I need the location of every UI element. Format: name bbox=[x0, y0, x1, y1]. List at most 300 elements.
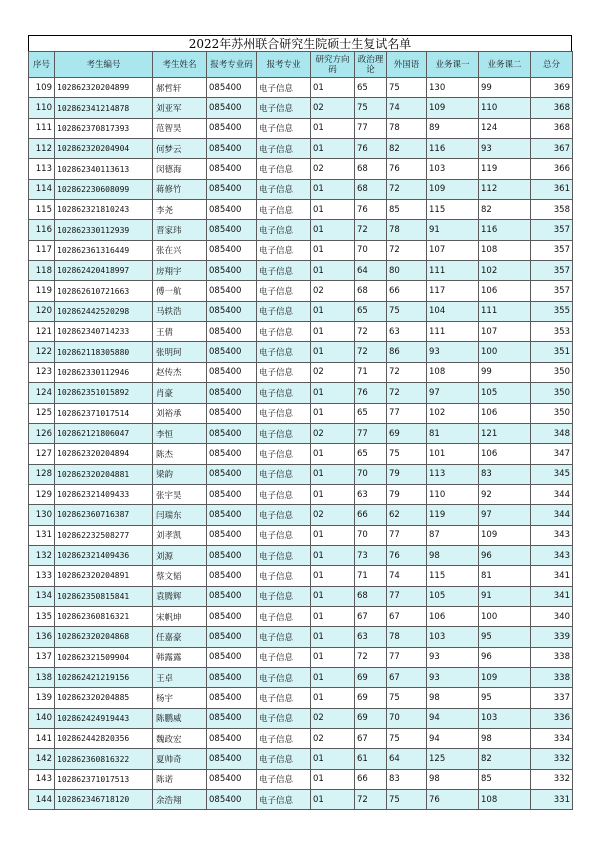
cell-major-code: 085400 bbox=[207, 464, 257, 484]
cell-course-two: 108 bbox=[479, 240, 531, 260]
cell-exam-id: 102862442820356 bbox=[55, 729, 153, 749]
cell-course-one: 110 bbox=[427, 484, 479, 504]
cell-course-one: 93 bbox=[427, 647, 479, 667]
cell-seq: 140 bbox=[29, 708, 55, 728]
cell-exam-id: 102862360716387 bbox=[55, 505, 153, 525]
cell-seq: 141 bbox=[29, 729, 55, 749]
cell-major-code: 085400 bbox=[207, 240, 257, 260]
cell-total: 357 bbox=[531, 281, 573, 301]
cell-major: 电子信息 bbox=[257, 688, 311, 708]
cell-foreign-language: 77 bbox=[387, 525, 427, 545]
cell-course-two: 110 bbox=[479, 98, 531, 118]
cell-major-code: 085400 bbox=[207, 423, 257, 443]
table-row bbox=[29, 322, 573, 342]
cell-total: 343 bbox=[531, 545, 573, 565]
cell-politics: 69 bbox=[355, 708, 387, 728]
cell-foreign-language: 82 bbox=[387, 139, 427, 159]
cell-major-code: 085400 bbox=[207, 586, 257, 606]
cell-politics: 65 bbox=[355, 403, 387, 423]
cell-seq: 133 bbox=[29, 566, 55, 586]
cell-course-one: 98 bbox=[427, 688, 479, 708]
cell-course-one: 109 bbox=[427, 179, 479, 199]
cell-direction-code: 01 bbox=[311, 200, 355, 220]
cell-direction-code: 01 bbox=[311, 261, 355, 281]
cell-foreign-language: 67 bbox=[387, 667, 427, 687]
cell-seq: 113 bbox=[29, 159, 55, 179]
cell-course-one: 125 bbox=[427, 749, 479, 769]
cell-foreign-language: 75 bbox=[387, 301, 427, 321]
cell-foreign-language: 85 bbox=[387, 200, 427, 220]
cell-exam-id: 102862351015892 bbox=[55, 383, 153, 403]
cell-politics: 71 bbox=[355, 566, 387, 586]
cell-foreign-language: 74 bbox=[387, 98, 427, 118]
cell-seq: 110 bbox=[29, 98, 55, 118]
cell-name: 杨宇 bbox=[153, 688, 207, 708]
cell-course-two: 119 bbox=[479, 159, 531, 179]
cell-major-code: 085400 bbox=[207, 179, 257, 199]
cell-foreign-language: 75 bbox=[387, 78, 427, 98]
cell-name: 李尧 bbox=[153, 200, 207, 220]
cell-total: 334 bbox=[531, 729, 573, 749]
table-row bbox=[29, 342, 573, 362]
cell-seq: 112 bbox=[29, 139, 55, 159]
cell-major-code: 085400 bbox=[207, 525, 257, 545]
cell-politics: 69 bbox=[355, 667, 387, 687]
cell-seq: 127 bbox=[29, 444, 55, 464]
cell-course-two: 81 bbox=[479, 566, 531, 586]
cell-foreign-language: 77 bbox=[387, 403, 427, 423]
table-row bbox=[29, 667, 573, 687]
cell-foreign-language: 75 bbox=[387, 729, 427, 749]
cell-total: 355 bbox=[531, 301, 573, 321]
cell-exam-id: 102862320204904 bbox=[55, 139, 153, 159]
cell-foreign-language: 64 bbox=[387, 749, 427, 769]
cell-total: 344 bbox=[531, 505, 573, 525]
header-direction-code: 研究方向码 bbox=[311, 52, 355, 78]
cell-foreign-language: 62 bbox=[387, 505, 427, 525]
cell-course-two: 106 bbox=[479, 403, 531, 423]
cell-seq: 111 bbox=[29, 118, 55, 138]
cell-politics: 72 bbox=[355, 790, 387, 810]
cell-seq: 131 bbox=[29, 525, 55, 545]
cell-total: 343 bbox=[531, 525, 573, 545]
cell-total: 347 bbox=[531, 444, 573, 464]
cell-name: 蔡文韬 bbox=[153, 566, 207, 586]
cell-foreign-language: 77 bbox=[387, 586, 427, 606]
cell-course-one: 111 bbox=[427, 322, 479, 342]
cell-total: 332 bbox=[531, 769, 573, 789]
cell-politics: 77 bbox=[355, 423, 387, 443]
cell-seq: 125 bbox=[29, 403, 55, 423]
cell-name: 蒋修竹 bbox=[153, 179, 207, 199]
cell-major: 电子信息 bbox=[257, 98, 311, 118]
cell-exam-id: 102862118305880 bbox=[55, 342, 153, 362]
cell-total: 338 bbox=[531, 647, 573, 667]
cell-course-one: 116 bbox=[427, 139, 479, 159]
cell-foreign-language: 78 bbox=[387, 118, 427, 138]
cell-seq: 116 bbox=[29, 220, 55, 240]
cell-major-code: 085400 bbox=[207, 200, 257, 220]
cell-exam-id: 102862371017514 bbox=[55, 403, 153, 423]
cell-politics: 63 bbox=[355, 627, 387, 647]
cell-course-two: 99 bbox=[479, 362, 531, 382]
cell-seq: 137 bbox=[29, 647, 55, 667]
cell-seq: 134 bbox=[29, 586, 55, 606]
cell-major: 电子信息 bbox=[257, 525, 311, 545]
cell-seq: 115 bbox=[29, 200, 55, 220]
cell-course-one: 101 bbox=[427, 444, 479, 464]
cell-major: 电子信息 bbox=[257, 505, 311, 525]
cell-course-one: 98 bbox=[427, 769, 479, 789]
table-row bbox=[29, 464, 573, 484]
cell-seq: 130 bbox=[29, 505, 55, 525]
cell-seq: 128 bbox=[29, 464, 55, 484]
cell-major: 电子信息 bbox=[257, 362, 311, 382]
cell-seq: 139 bbox=[29, 688, 55, 708]
cell-direction-code: 01 bbox=[311, 322, 355, 342]
cell-total: 350 bbox=[531, 383, 573, 403]
cell-politics: 76 bbox=[355, 383, 387, 403]
cell-exam-id: 102862360816321 bbox=[55, 606, 153, 626]
cell-name: 夏帅奇 bbox=[153, 749, 207, 769]
cell-politics: 68 bbox=[355, 586, 387, 606]
table-row bbox=[29, 525, 573, 545]
cell-politics: 70 bbox=[355, 525, 387, 545]
cell-name: 何梦云 bbox=[153, 139, 207, 159]
cell-name: 韩露露 bbox=[153, 647, 207, 667]
cell-major: 电子信息 bbox=[257, 322, 311, 342]
cell-direction-code: 01 bbox=[311, 220, 355, 240]
cell-course-two: 95 bbox=[479, 627, 531, 647]
header-major-code: 报考专业码 bbox=[207, 52, 257, 78]
cell-name: 刘源 bbox=[153, 545, 207, 565]
cell-seq: 135 bbox=[29, 606, 55, 626]
cell-major-code: 085400 bbox=[207, 606, 257, 626]
cell-politics: 65 bbox=[355, 444, 387, 464]
cell-major: 电子信息 bbox=[257, 139, 311, 159]
cell-seq: 132 bbox=[29, 545, 55, 565]
table-row bbox=[29, 139, 573, 159]
cell-foreign-language: 76 bbox=[387, 159, 427, 179]
cell-seq: 144 bbox=[29, 790, 55, 810]
cell-course-two: 106 bbox=[479, 281, 531, 301]
cell-name: 刘裕承 bbox=[153, 403, 207, 423]
cell-major-code: 085400 bbox=[207, 627, 257, 647]
cell-major: 电子信息 bbox=[257, 403, 311, 423]
cell-major-code: 085400 bbox=[207, 484, 257, 504]
cell-foreign-language: 78 bbox=[387, 220, 427, 240]
cell-name: 魏政宏 bbox=[153, 729, 207, 749]
cell-name: 王倩 bbox=[153, 322, 207, 342]
cell-total: 367 bbox=[531, 139, 573, 159]
cell-name: 余浩翔 bbox=[153, 790, 207, 810]
cell-exam-id: 102862371017513 bbox=[55, 769, 153, 789]
cell-major: 电子信息 bbox=[257, 545, 311, 565]
cell-major: 电子信息 bbox=[257, 464, 311, 484]
cell-direction-code: 01 bbox=[311, 627, 355, 647]
cell-major: 电子信息 bbox=[257, 301, 311, 321]
table-row bbox=[29, 383, 573, 403]
cell-seq: 142 bbox=[29, 749, 55, 769]
table-row bbox=[29, 545, 573, 565]
table-row bbox=[29, 749, 573, 769]
cell-major-code: 085400 bbox=[207, 667, 257, 687]
cell-course-two: 124 bbox=[479, 118, 531, 138]
cell-name: 傅一航 bbox=[153, 281, 207, 301]
cell-major-code: 085400 bbox=[207, 220, 257, 240]
cell-major-code: 085400 bbox=[207, 383, 257, 403]
cell-total: 351 bbox=[531, 342, 573, 362]
cell-major-code: 085400 bbox=[207, 444, 257, 464]
cell-exam-id: 102862320204891 bbox=[55, 566, 153, 586]
cell-direction-code: 02 bbox=[311, 423, 355, 443]
cell-exam-id: 102862321810243 bbox=[55, 200, 153, 220]
table-row bbox=[29, 423, 573, 443]
table-row bbox=[29, 566, 573, 586]
cell-name: 李恒 bbox=[153, 423, 207, 443]
cell-exam-id: 102862321409433 bbox=[55, 484, 153, 504]
cell-course-two: 97 bbox=[479, 505, 531, 525]
cell-exam-id: 102862230608099 bbox=[55, 179, 153, 199]
cell-total: 369 bbox=[531, 78, 573, 98]
table-row bbox=[29, 647, 573, 667]
header-exam-id: 考生编号 bbox=[55, 52, 153, 78]
cell-politics: 64 bbox=[355, 261, 387, 281]
cell-course-one: 111 bbox=[427, 261, 479, 281]
cell-course-two: 103 bbox=[479, 708, 531, 728]
cell-name: 张宇昊 bbox=[153, 484, 207, 504]
cell-seq: 120 bbox=[29, 301, 55, 321]
cell-major-code: 085400 bbox=[207, 301, 257, 321]
cell-direction-code: 01 bbox=[311, 464, 355, 484]
cell-politics: 68 bbox=[355, 159, 387, 179]
cell-course-one: 107 bbox=[427, 240, 479, 260]
cell-politics: 69 bbox=[355, 688, 387, 708]
cell-name: 闵德海 bbox=[153, 159, 207, 179]
table-row bbox=[29, 118, 573, 138]
cell-major: 电子信息 bbox=[257, 749, 311, 769]
cell-course-one: 89 bbox=[427, 118, 479, 138]
cell-course-two: 100 bbox=[479, 606, 531, 626]
header-seq: 序号 bbox=[29, 52, 55, 78]
cell-direction-code: 01 bbox=[311, 586, 355, 606]
cell-direction-code: 02 bbox=[311, 505, 355, 525]
cell-name: 房翔宇 bbox=[153, 261, 207, 281]
cell-exam-id: 102862421219156 bbox=[55, 667, 153, 687]
cell-exam-id: 102862320204868 bbox=[55, 627, 153, 647]
cell-major-code: 085400 bbox=[207, 118, 257, 138]
cell-seq: 138 bbox=[29, 667, 55, 687]
cell-course-one: 130 bbox=[427, 78, 479, 98]
cell-exam-id: 102862320204885 bbox=[55, 688, 153, 708]
cell-course-two: 105 bbox=[479, 383, 531, 403]
cell-seq: 114 bbox=[29, 179, 55, 199]
cell-seq: 124 bbox=[29, 383, 55, 403]
cell-exam-id: 102862321409436 bbox=[55, 545, 153, 565]
cell-foreign-language: 66 bbox=[387, 281, 427, 301]
cell-major: 电子信息 bbox=[257, 200, 311, 220]
cell-exam-id: 102862320204894 bbox=[55, 444, 153, 464]
cell-course-one: 115 bbox=[427, 566, 479, 586]
cell-direction-code: 01 bbox=[311, 444, 355, 464]
cell-course-one: 117 bbox=[427, 281, 479, 301]
cell-course-two: 93 bbox=[479, 139, 531, 159]
cell-exam-id: 102862442520298 bbox=[55, 301, 153, 321]
header-major: 报考专业 bbox=[257, 52, 311, 78]
cell-course-two: 112 bbox=[479, 179, 531, 199]
cell-name: 张在兴 bbox=[153, 240, 207, 260]
cell-total: 340 bbox=[531, 606, 573, 626]
header-course-one: 业务课一 bbox=[427, 52, 479, 78]
cell-seq: 143 bbox=[29, 769, 55, 789]
table-row bbox=[29, 444, 573, 464]
cell-major: 电子信息 bbox=[257, 729, 311, 749]
cell-exam-id: 102862320204899 bbox=[55, 78, 153, 98]
cell-course-two: 116 bbox=[479, 220, 531, 240]
table-row bbox=[29, 240, 573, 260]
cell-course-one: 91 bbox=[427, 220, 479, 240]
cell-direction-code: 01 bbox=[311, 383, 355, 403]
cell-course-one: 115 bbox=[427, 200, 479, 220]
cell-foreign-language: 76 bbox=[387, 545, 427, 565]
table-row bbox=[29, 708, 573, 728]
cell-course-one: 98 bbox=[427, 545, 479, 565]
cell-major: 电子信息 bbox=[257, 179, 311, 199]
sheet-title: 2022年苏州联合研究生院硕士生复试名单 bbox=[28, 35, 572, 51]
cell-foreign-language: 75 bbox=[387, 444, 427, 464]
table-row bbox=[29, 484, 573, 504]
cell-total: 331 bbox=[531, 790, 573, 810]
cell-politics: 70 bbox=[355, 240, 387, 260]
cell-major: 电子信息 bbox=[257, 220, 311, 240]
cell-total: 338 bbox=[531, 667, 573, 687]
cell-foreign-language: 83 bbox=[387, 769, 427, 789]
cell-total: 366 bbox=[531, 159, 573, 179]
cell-course-one: 94 bbox=[427, 729, 479, 749]
candidate-table bbox=[28, 51, 573, 810]
cell-major: 电子信息 bbox=[257, 484, 311, 504]
cell-exam-id: 102862341214878 bbox=[55, 98, 153, 118]
cell-direction-code: 01 bbox=[311, 545, 355, 565]
cell-foreign-language: 72 bbox=[387, 362, 427, 382]
cell-name: 范智昊 bbox=[153, 118, 207, 138]
cell-name: 陈诺 bbox=[153, 769, 207, 789]
cell-total: 345 bbox=[531, 464, 573, 484]
cell-name: 刘亚军 bbox=[153, 98, 207, 118]
cell-foreign-language: 74 bbox=[387, 566, 427, 586]
cell-direction-code: 01 bbox=[311, 667, 355, 687]
cell-major: 电子信息 bbox=[257, 667, 311, 687]
cell-course-one: 97 bbox=[427, 383, 479, 403]
header-foreign-language: 外国语 bbox=[387, 52, 427, 78]
cell-politics: 72 bbox=[355, 342, 387, 362]
cell-name: 郝哲轩 bbox=[153, 78, 207, 98]
cell-direction-code: 01 bbox=[311, 790, 355, 810]
cell-politics: 68 bbox=[355, 281, 387, 301]
cell-foreign-language: 69 bbox=[387, 423, 427, 443]
cell-course-one: 103 bbox=[427, 159, 479, 179]
cell-foreign-language: 67 bbox=[387, 606, 427, 626]
cell-politics: 72 bbox=[355, 220, 387, 240]
table-row bbox=[29, 790, 573, 810]
cell-politics: 70 bbox=[355, 464, 387, 484]
cell-foreign-language: 63 bbox=[387, 322, 427, 342]
table-row bbox=[29, 505, 573, 525]
cell-major: 电子信息 bbox=[257, 159, 311, 179]
cell-major: 电子信息 bbox=[257, 444, 311, 464]
cell-direction-code: 01 bbox=[311, 301, 355, 321]
header-politics: 政治理论 bbox=[355, 52, 387, 78]
cell-total: 344 bbox=[531, 484, 573, 504]
cell-major-code: 085400 bbox=[207, 545, 257, 565]
cell-seq: 118 bbox=[29, 261, 55, 281]
cell-course-two: 121 bbox=[479, 423, 531, 443]
cell-total: 357 bbox=[531, 240, 573, 260]
cell-major: 电子信息 bbox=[257, 383, 311, 403]
cell-politics: 72 bbox=[355, 322, 387, 342]
cell-direction-code: 01 bbox=[311, 139, 355, 159]
cell-course-two: 85 bbox=[479, 769, 531, 789]
cell-course-two: 111 bbox=[479, 301, 531, 321]
cell-direction-code: 01 bbox=[311, 118, 355, 138]
cell-major: 电子信息 bbox=[257, 769, 311, 789]
cell-course-one: 108 bbox=[427, 362, 479, 382]
cell-name: 闫瑞东 bbox=[153, 505, 207, 525]
cell-major-code: 085400 bbox=[207, 362, 257, 382]
cell-direction-code: 02 bbox=[311, 729, 355, 749]
cell-exam-id: 102862360816322 bbox=[55, 749, 153, 769]
cell-total: 341 bbox=[531, 566, 573, 586]
cell-course-two: 83 bbox=[479, 464, 531, 484]
cell-name: 王卓 bbox=[153, 667, 207, 687]
cell-name: 宋帆坤 bbox=[153, 606, 207, 626]
header-name: 考生姓名 bbox=[153, 52, 207, 78]
table-row bbox=[29, 362, 573, 382]
header-course-two: 业务课二 bbox=[479, 52, 531, 78]
cell-foreign-language: 86 bbox=[387, 342, 427, 362]
cell-course-one: 87 bbox=[427, 525, 479, 545]
cell-total: 337 bbox=[531, 688, 573, 708]
table-row bbox=[29, 769, 573, 789]
cell-course-two: 107 bbox=[479, 322, 531, 342]
table-row bbox=[29, 159, 573, 179]
cell-major-code: 085400 bbox=[207, 708, 257, 728]
cell-major: 电子信息 bbox=[257, 627, 311, 647]
cell-name: 袁腾辉 bbox=[153, 586, 207, 606]
cell-major-code: 085400 bbox=[207, 749, 257, 769]
cell-major-code: 085400 bbox=[207, 566, 257, 586]
cell-course-one: 102 bbox=[427, 403, 479, 423]
cell-direction-code: 02 bbox=[311, 98, 355, 118]
table-row bbox=[29, 220, 573, 240]
cell-politics: 75 bbox=[355, 98, 387, 118]
cell-major: 电子信息 bbox=[257, 566, 311, 586]
cell-course-two: 98 bbox=[479, 729, 531, 749]
cell-major-code: 085400 bbox=[207, 729, 257, 749]
cell-politics: 76 bbox=[355, 139, 387, 159]
cell-politics: 63 bbox=[355, 484, 387, 504]
cell-name: 张明珂 bbox=[153, 342, 207, 362]
cell-total: 348 bbox=[531, 423, 573, 443]
cell-seq: 119 bbox=[29, 281, 55, 301]
cell-course-one: 103 bbox=[427, 627, 479, 647]
cell-politics: 68 bbox=[355, 179, 387, 199]
cell-total: 350 bbox=[531, 403, 573, 423]
cell-politics: 67 bbox=[355, 606, 387, 626]
cell-exam-id: 102862340714233 bbox=[55, 322, 153, 342]
cell-course-two: 109 bbox=[479, 667, 531, 687]
cell-total: 357 bbox=[531, 220, 573, 240]
